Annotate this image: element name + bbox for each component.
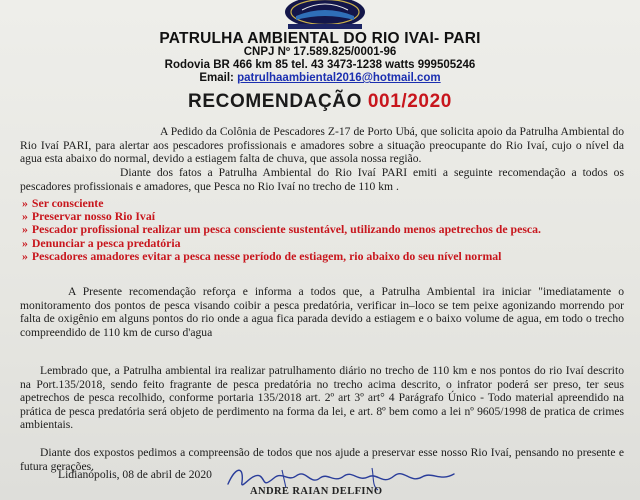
paragraph-monitoring: A Presente recomendação reforça e informa a todos que, a Patrulha Ambiental ira iniciar "imediatamente o monitoramento dos pontos de pesca visando coibir a pesca predatória, verificar in–loco se tem peixe agonizando morrendo por falta de oxigênio em alguns pontos do rio onde a agua fica parada devido a estiagem e o baixo volume de agua, em todo o trecho compreendido de 110 km de curso d'agua: [20, 285, 624, 339]
list-item: » Ser consciente: [22, 196, 104, 210]
list-item: » Pescadores amadores evitar a pesca nesse período de estiagem, rio abaixo do seu nível normal: [22, 248, 502, 263]
title-text: RECOMENDAÇÃO: [188, 91, 368, 112]
bullet-icon: »: [22, 196, 28, 210]
title-number: 001/2020: [367, 91, 452, 112]
bullet-icon: »: [22, 248, 28, 263]
email-line: [0, 72, 640, 84]
paragraph-recommendation-intro: Diante dos fatos a Patrulha Ambiental do Rio Ivaí PARI emiti a seguinte recomendação a todos os pescadores profissionais e amadores, que Pesca no Rio Ivaí no trecho de 110 km .: [20, 166, 624, 193]
paragraph-closing: Diante dos expostos pedimos a compreensão de todos que nos ajude a preservar esse nosso Rio Ivaí, pensando no presente e futura gerações.: [20, 446, 624, 473]
bullet-icon: »: [22, 209, 28, 224]
patrulha-logo-icon: [282, 0, 368, 30]
list-item: » Pescador profissional realizar um pesca consciente sustentável, utilizando menos apetrechos de pesca.: [22, 222, 542, 237]
organization-name: PATRULHA AMBIENTAL DO RIO IVAI- PARI: [159, 30, 481, 47]
document-title: [0, 91, 640, 113]
paragraph-patrol: Lembrado que, a Patrulha ambiental ira realizar patrulhamento diário no trecho de 110 km e nos pontos do rio Ivaí descrito na Port.135/2018, sendo feito fragrante de pesca predatória no trecho acima descrito, o infrator poderá ser preso, ter seus apetrechos de pesca recolhido, conforme portaria 135/2018 art. 2º art 3º art° 4 Parágrafo Único - Todo material apreendido na prática de pesca predatória será objeto de perdimento na forma da lei, e art. 8º bem como a lei nº 9605/1998 de pratica de crimes ambientais.: [20, 364, 624, 432]
recommendation-list: [22, 197, 622, 263]
paragraph-request: A Pedido da Colônia de Pescadores Z-17 de Porto Ubá, que solicita apoio da Patrulha Ambiental do Rio Ivaí PARI, para alertar aos pescadores profissionais e amadores sobre a situação preocupante do Rio Ivaí, cujo o nível da agua esta abaixo do normal, devido a estiagem falta de chuva, que assola nossa região.: [20, 125, 624, 166]
bullet-icon: »: [22, 222, 28, 237]
list-item: » Denunciar a pesca predatória: [22, 235, 181, 250]
document-date: Lidianópolis, 08 de abril de 2020: [58, 468, 212, 481]
cnpj-line: CNPJ Nº 17.589.825/0001-96: [243, 46, 397, 58]
list-item: » Preservar nosso Rio Ivaí: [22, 209, 156, 224]
address-line: Rodovia BR 466 km 85 tel. 43 3473-1238 watts 999505246: [164, 59, 476, 71]
email-label: Email:: [199, 72, 238, 84]
signer-name: ANDRE RAIAN DELFINO: [250, 486, 383, 497]
email-link[interactable]: patrulhaambiental2016@hotmail.com: [237, 72, 441, 84]
bullet-icon: »: [22, 235, 28, 250]
